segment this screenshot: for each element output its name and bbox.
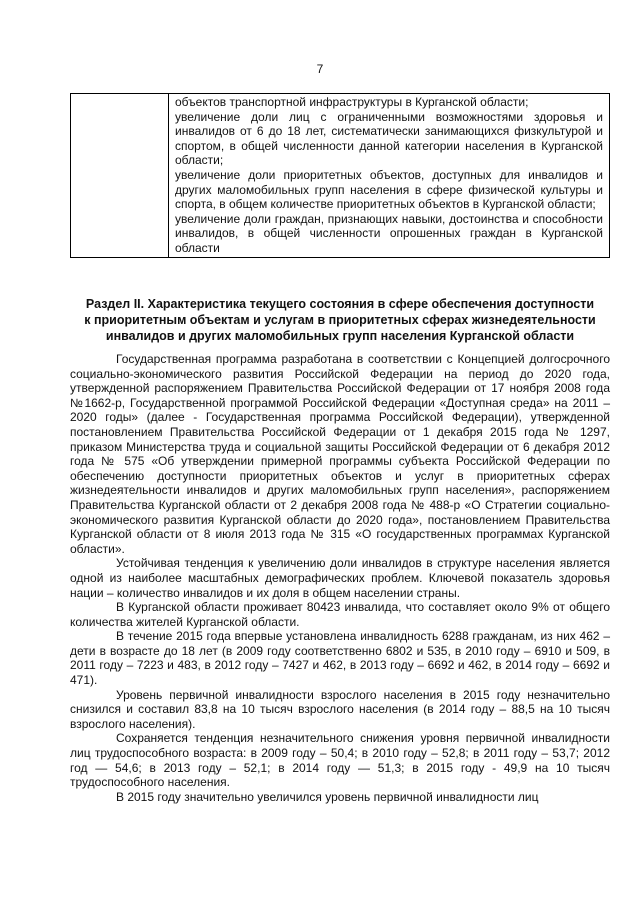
goal-item: объектов транспортной инфраструктуры в Курганской области;: [175, 95, 529, 109]
paragraph: В Курганской области проживает 80423 инвалида, что составляет около 9% от общего количества жителей Курганской области.: [70, 600, 610, 629]
paragraph: В течение 2015 года впервые установлена инвалидность 6288 гражданам, из них 462 – дети в возрасте до 18 лет (в 2009 году соответственно 6802 и 535, в 2010 году – 6910 и 509, в 2011 году – 7223 и 483, в 2012 году – 7427 и 462, в 2013 году – 6692 и 462, в 2014 году – 6692 и 471).: [70, 629, 610, 688]
body-text: [70, 352, 610, 804]
goal-item: увеличение доли приоритетных объектов, доступных для инвалидов и других маломобильных групп населения в сфере физической культуры и спорта, в общем количестве приоритетных объектов в Курганской области;: [175, 167, 603, 212]
goals-table-grid: [70, 93, 610, 258]
paragraph: Государственная программа разработана в соответствии с Концепцией долгосрочного социально-экономического развития Российской Федерации на период до 2020 года, утвержденной распоряжением Правительства Российской Федерации от 17 ноября 2008 года №1662-р, Государственной программой Российской Федерации «Доступная среда» на 2011 – 2020 годы» (далее - Государственная программа Российской Федерации), утвержденной постановлением Правительства Российской Федерации от 1 декабря 2015 года № 1297, приказом Министерства труда и социальной защиты Российской Федерации от 6 декабря 2012 года № 575 «Об утверждении примерной программы субъекта Российской Федерации по обеспечению доступности приоритетных объектов и услуг в приоритетных сферах жизнедеятельности инвалидов и других маломобильных групп населения», распоряжением Правительства Курганской области от 2 декабря 2008 года № 488-р «О Стратегии социально-экономического развития Курганской области до 2020 года», постановлением Правительства Курганской области от 8 июля 2013 года № 315 «О государственных программах Курганской области».: [70, 352, 610, 556]
goals-table: [70, 93, 610, 258]
paragraph: В 2015 году значительно увеличился уровень первичной инвалидности лиц: [116, 789, 539, 804]
page-number: 7: [316, 62, 324, 76]
paragraph: Уровень первичной инвалидности взрослого населения в 2015 году незначительно снизился и составил 83,8 на 10 тысяч взрослого населения (в 2014 году – 88,5 на 10 тысяч взрослого населения).: [70, 687, 610, 731]
section-heading-line: Раздел II. Характеристика текущего состояния в сфере обеспечения доступности: [85, 297, 595, 311]
section-heading: [70, 296, 610, 344]
section-heading-line: к приоритетным объектам и услугам в приоритетных сферах жизнедеятельности: [84, 313, 596, 327]
goal-item: увеличение доли лиц с ограниченными возможностями здоровья и инвалидов от 6 до 18 лет, систематически занимающихся физкультурой и спортом, в общей численности данной категории населения в Курганской области;: [175, 109, 603, 168]
paragraph: Сохраняется тенденция незначительного снижения уровня первичной инвалидности лиц трудоспособного возраста: в 2009 году – 50,4; в 2010 году – 52,8; в 2011 году – 53,7; 2012 год — 54,6; в 2013 году – 52,1; в 2014 году — 51,3; в 2015 году - 49,9 на 10 тысяч трудоспособного населения.: [70, 731, 610, 790]
table-cell-goals: [169, 94, 610, 258]
table-cell-empty: [71, 94, 169, 258]
paragraph: Устойчивая тенденция к увеличению доли инвалидов в структуре населения является одной из наиболее масштабных демографических проблем. Ключевой показатель здоровья нации – количество инвалидов и их доля в общем населении страны.: [70, 556, 610, 600]
table-row: [71, 94, 610, 258]
section-heading-line: инвалидов и других маломобильных групп населения Курганской области: [105, 329, 575, 343]
goal-item: увеличение доли граждан, признающих навыки, достоинства и способности инвалидов, в общей численности опрошенных граждан в Курганской области: [175, 211, 603, 255]
